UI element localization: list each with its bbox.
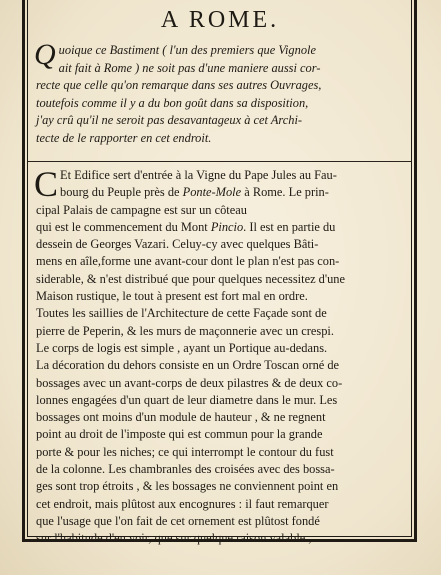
- body-line: que l'usage que l'on fait de cet ornement est plûtost fondé: [36, 513, 320, 528]
- body-line: [36, 219, 401, 236]
- place-name: Ponte-Mole: [182, 185, 242, 200]
- body-line: dessein de Georges Vazari. Celuy-cy avec quelques Bâti-: [36, 237, 319, 252]
- body-line: Et Edifice sert d'entrée à la Vigne du Pape Jules au Fau-: [60, 168, 337, 182]
- intro-line: tecte de le rapporter en cet endroit.: [36, 130, 212, 145]
- body-dropcap: C: [34, 164, 59, 204]
- body-line: cet endroit, mais plûtost aux encognures : il faut remarquer: [36, 496, 329, 511]
- body-line: cipal Palais de campagne est sur un côteau: [36, 202, 247, 217]
- body-line: pierre de Peperin, & les murs de maçonnerie avec un crespi.: [36, 323, 334, 338]
- intro-paragraph: [34, 38, 400, 147]
- body-line: bossages ont moins d'un module de hauteur , & ne regnent: [36, 410, 326, 425]
- body-line: Toutes les saillies de l'Architecture de cette Façade sont de: [36, 306, 327, 321]
- body-line: porte & pour les niches; ce qui interrompt le contour du fust: [36, 444, 334, 459]
- body-line: point au droit de l'imposte qui est commun pour la grande: [36, 427, 323, 442]
- body-line: lonnes engagées d'un quart de leur diametre dans le mur. Les: [36, 392, 338, 407]
- body-text-run: à Rome. Le prin-: [241, 185, 329, 200]
- page-title: A ROME.: [160, 7, 280, 33]
- intro-line: ait fait à Rome ) ne soit pas d'une maniere aussi cor-: [58, 60, 321, 75]
- body-line: mens en aîle,forme une avant-cour dont le plan n'est pas con-: [36, 254, 340, 269]
- intro-line: recte que celle qu'on remarque dans ses autres Ouvrages,: [36, 78, 322, 92]
- section-divider: [28, 161, 411, 162]
- body-line: ges sont trop étroits , & les bossages ne conviennent point en: [36, 479, 339, 494]
- body-text-run: . Il est en partie du: [243, 219, 336, 234]
- body-line: sur l'habitude d'en voir, que sur quelque raison valable ,: [36, 531, 312, 546]
- body-line: La décoration du dehors consiste en un Ordre Toscan orné de: [36, 358, 340, 373]
- body-line: Le corps de logis est simple , ayant un Portique au-dedans.: [36, 340, 328, 355]
- body-text-run: bourg du Peuple près de: [60, 185, 183, 200]
- intro-line: j'ay crû qu'il ne seroit pas desavantageux à cet Archi-: [36, 113, 303, 127]
- intro-line: toutefois comme il y a du bon goût dans sa disposition,: [36, 95, 309, 110]
- body-line: [36, 184, 401, 201]
- intro-dropcap: Q: [34, 38, 56, 71]
- body-line: Maison rustique, le tout à present est fort mal en ordre.: [36, 289, 308, 304]
- body-line: siderable, & n'est distribué que pour quelques necessitez d'une: [36, 271, 345, 286]
- body-line: de la colonne. Les chambranles des croisées avec des bossa-: [36, 462, 335, 477]
- body-line: bossages avec un avant-corps de deux pilastres & de deux co-: [36, 375, 343, 390]
- body-text-run: qui est le commencement du Mont: [36, 219, 211, 234]
- intro-line: uoique ce Bastiment ( l'un des premiers que Vignole: [58, 43, 316, 57]
- place-name: Pincio: [210, 219, 244, 234]
- body-paragraph: [34, 164, 401, 548]
